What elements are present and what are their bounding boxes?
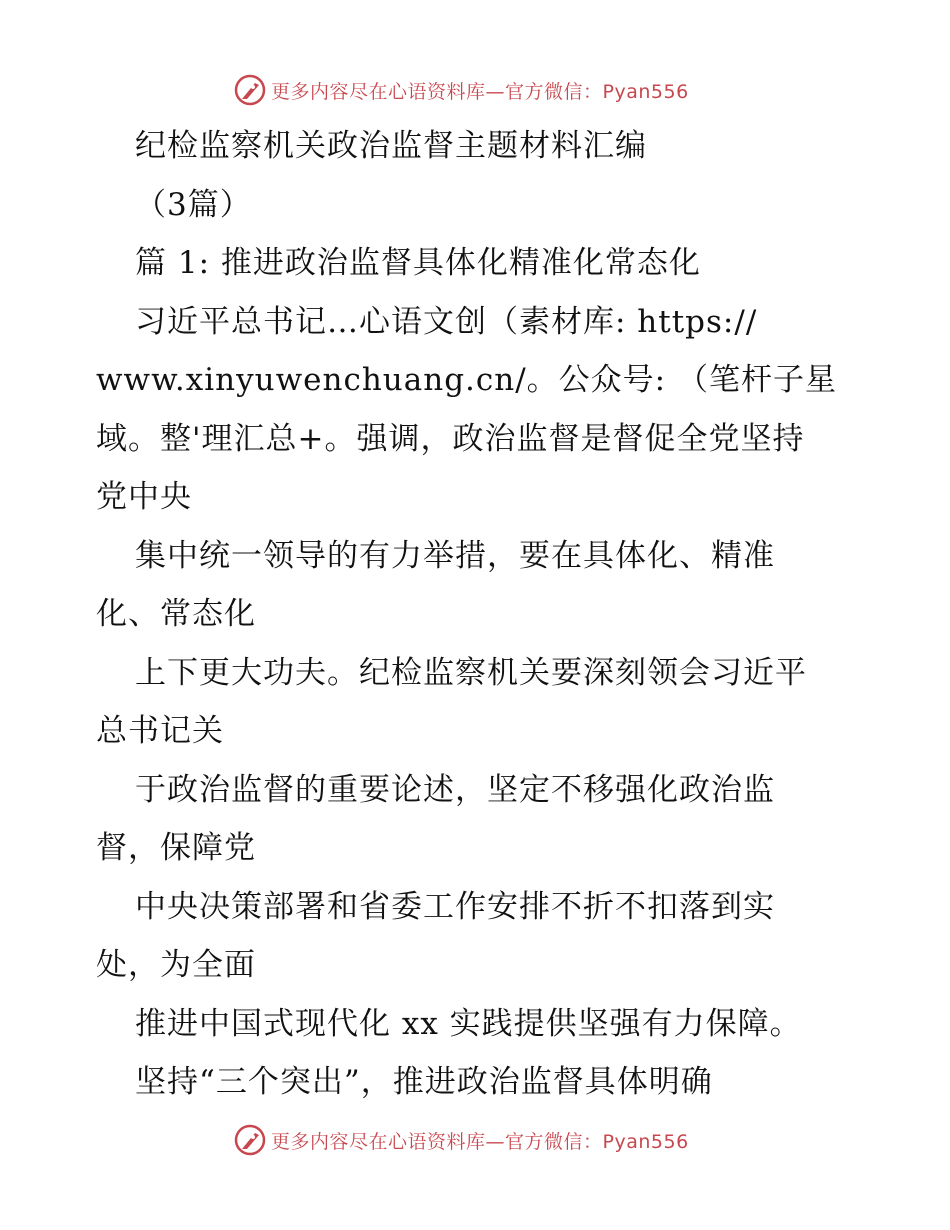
quill-pen-circle-icon [233,73,267,107]
paragraph-line: 习近平总书记…心语文创（素材库: https:// [135,304,758,340]
wechat-id: Pyan556 [602,1130,689,1153]
paragraph-line: 域。整'理汇总+。强调，政治监督是督促全党坚持 [96,421,805,457]
section-heading: 篇 1: 推进政治监督具体化精准化常态化 [135,245,701,281]
paragraph-line: 推进中国式现代化 xx 实践提供坚强有力保障。 [135,1006,802,1042]
paragraph-line: 督，保障党 [96,830,256,866]
paragraph-line: www.xinyuwenchuang.cn/。公众号: （笔杆子星 [96,362,837,398]
quill-pen-circle-icon [233,1123,267,1157]
footer-banner [0,1120,950,1160]
paragraph-line: 中央决策部署和省委工作安排不折不扣落到实 [135,889,775,925]
footer-banner-text: 更多内容尽在心语资料库—官方微信：Pyan556 [271,1130,689,1153]
document-subtitle: （3篇） [135,187,252,223]
paragraph-line: 坚持“三个突出”，推进政治监督具体明确 [135,1064,713,1100]
paragraph-line: 集中统一领导的有力举措，要在具体化、精准 [135,538,775,574]
footer-banner-content [233,1120,689,1160]
header-banner-text: 更多内容尽在心语资料库—官方微信：Pyan556 [271,80,689,103]
paragraph-line: 总书记关 [96,713,224,749]
wechat-id: Pyan556 [602,80,689,103]
paragraph-line: 党中央 [96,479,192,515]
document-title: 纪检监察机关政治监督主题材料汇编 [135,128,647,164]
paragraph-line: 处，为全面 [96,947,256,983]
paragraph-line: 于政治监督的重要论述，坚定不移强化政治监 [135,772,775,808]
header-banner-content [233,70,689,110]
paragraph-line: 上下更大功夫。纪检监察机关要深刻领会习近平 [135,655,807,691]
header-banner [0,70,950,110]
paragraph-line: 化、常态化 [96,596,256,632]
